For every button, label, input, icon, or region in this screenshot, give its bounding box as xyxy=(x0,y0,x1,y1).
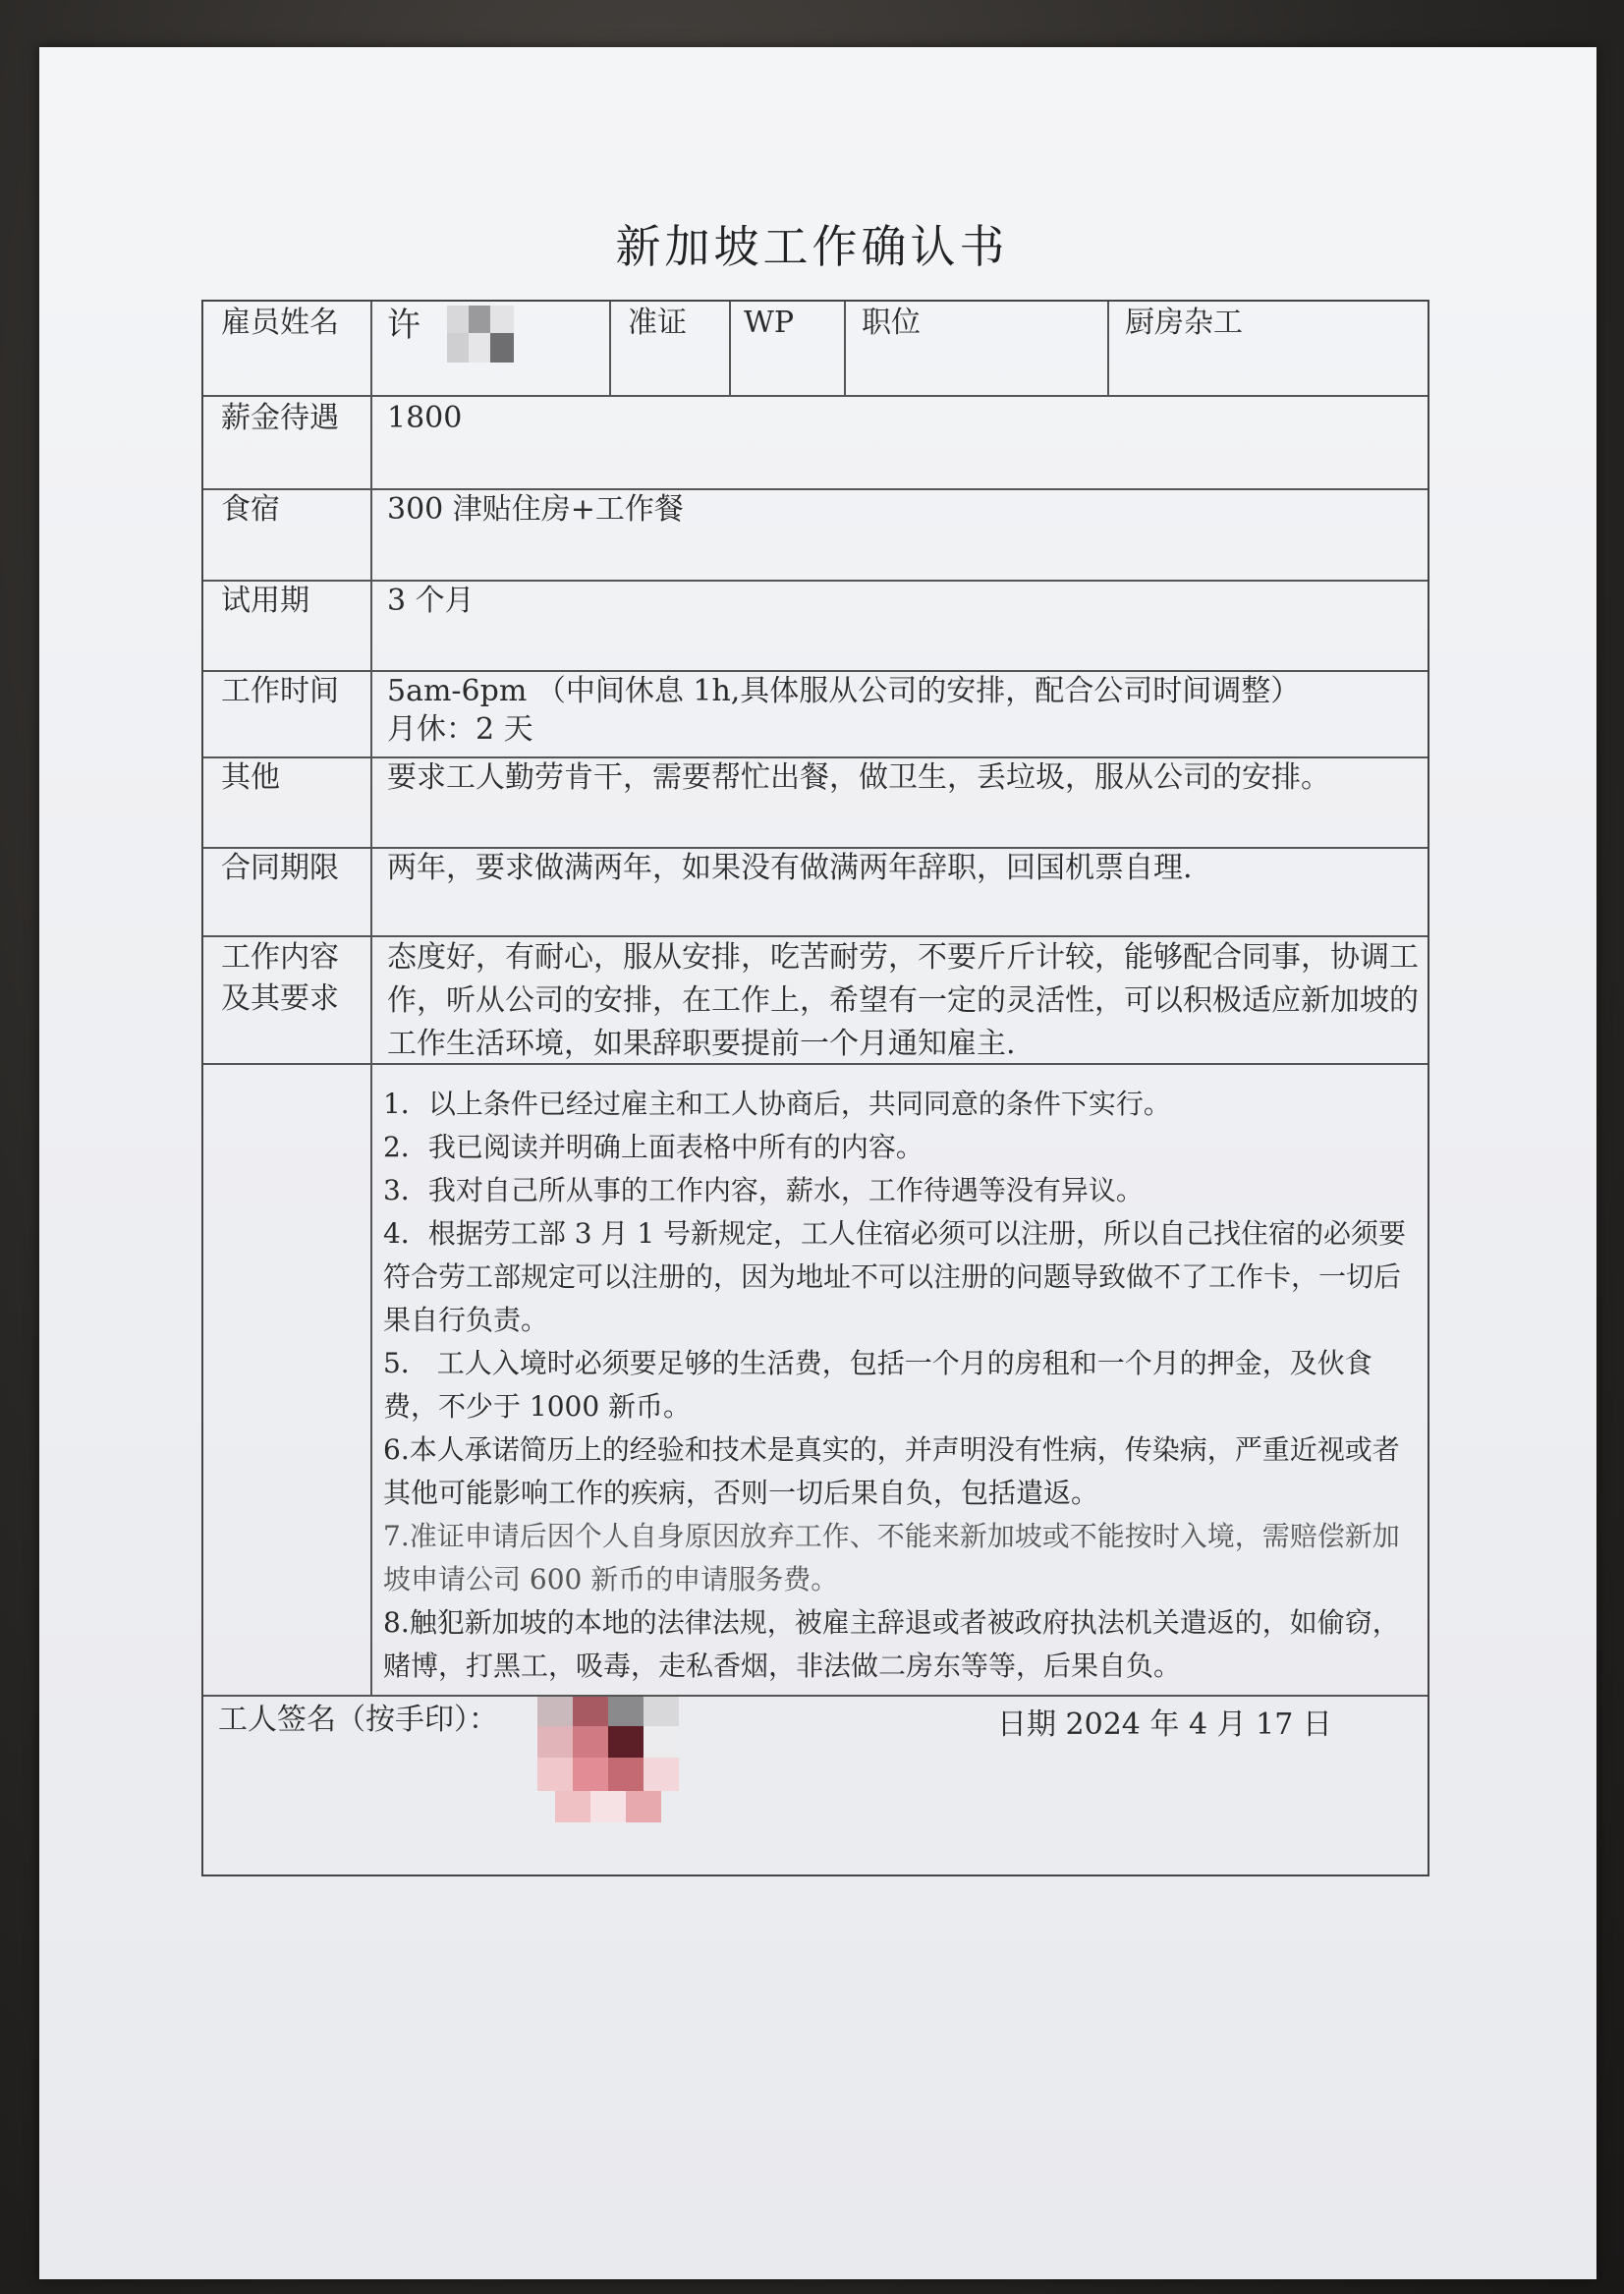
term-item: 2．我已阅读并明确上面表格中所有的内容。 xyxy=(383,1131,924,1163)
monthly-leave-value: 月休：2 天 xyxy=(387,712,533,747)
terms-list xyxy=(383,1083,1425,1688)
board-value: 300 津贴住房+工作餐 xyxy=(387,492,684,527)
hours-value: 5am-6pm （中间休息 1h,具体服从公司的安排，配合公司时间调整） xyxy=(387,674,1301,708)
salary-value: 1800 xyxy=(387,401,463,435)
position-label: 职位 xyxy=(862,306,921,340)
term-item: 7.准证申请后因个人自身原因放弃工作、不能来新加坡或不能按时入境，需赔偿新加坡申请公司 600 新币的申请服务费。 xyxy=(383,1520,1400,1595)
column-divider xyxy=(729,302,731,395)
column-divider xyxy=(370,302,372,1695)
other-value: 要求工人勤劳肯干，需要帮忙出餐，做卫生，丢垃圾，服从公司的安排。 xyxy=(387,760,1330,795)
duties-value: 态度好，有耐心，服从安排，吃苦耐劳，不要斤斤计较，能够配合同事，协调工作，听从公司的安排，在工作上，希望有一定的灵活性，可以积极适应新加坡的工作生活环境，如果辞职要提前一个月通知雇主. xyxy=(387,940,1419,1061)
position-value: 厨房杂工 xyxy=(1125,306,1243,340)
confirmation-form xyxy=(201,300,1429,1876)
column-divider xyxy=(844,302,846,395)
term-item: 1．以上条件已经过雇主和工人协商后，共同同意的条件下实行。 xyxy=(383,1088,1171,1120)
term-item: 6.本人承诺简历上的经验和技术是真实的，并声明没有性病，传染病，严重近视或者其他可能影响工作的疾病，否则一切后果自负，包括遣返。 xyxy=(383,1433,1400,1509)
duties-label-line2: 及其要求 xyxy=(221,981,339,1016)
signature-label: 工人签名（按手印）： xyxy=(218,1703,498,1737)
probation-label: 试用期 xyxy=(221,584,309,618)
column-divider xyxy=(609,302,611,395)
document-title: 新加坡工作确认书 xyxy=(615,220,1009,273)
name-label: 雇员姓名 xyxy=(221,306,339,340)
pass-label: 准证 xyxy=(628,306,687,340)
salary-label: 薪金待遇 xyxy=(221,401,339,435)
redacted-name-mosaic xyxy=(447,306,516,364)
pass-value: WP xyxy=(744,306,795,340)
row-divider xyxy=(203,1695,1428,1697)
probation-value: 3 个月 xyxy=(387,584,475,618)
contract-label: 合同期限 xyxy=(221,851,339,885)
hours-label: 工作时间 xyxy=(221,674,339,708)
fingerprint-mosaic xyxy=(537,1697,680,1824)
other-label: 其他 xyxy=(221,760,280,795)
contract-value: 两年，要求做满两年，如果没有做满两年辞职，回国机票自理. xyxy=(387,851,1193,885)
term-item: 8.触犯新加坡的本地的法律法规，被雇主辞退或者被政府执法机关遣返的，如偷窃，赌博，打黑工，吸毒，走私香烟，非法做二房东等等，后果自负。 xyxy=(383,1606,1400,1682)
term-item: 5． 工人入境时必须要足够的生活费，包括一个月的房租和一个月的押金，及伙食费，不少于 1000 新币。 xyxy=(383,1347,1372,1423)
column-divider xyxy=(1107,302,1109,395)
board-label: 食宿 xyxy=(221,492,280,527)
date-value: 日期 2024 年 4 月 17 日 xyxy=(997,1707,1332,1742)
term-item: 4．根据劳工部 3 月 1 号新规定，工人住宿必须可以注册，所以自己找住宿的必须要符合劳工部规定可以注册的，因为地址不可以注册的问题导致做不了工作卡，一切后果自行负责。 xyxy=(383,1217,1407,1336)
duties-label-line1: 工作内容 xyxy=(221,940,339,975)
name-value: 许 xyxy=(387,306,420,345)
term-item: 3．我对自己所从事的工作内容，薪水，工作待遇等没有异议。 xyxy=(383,1174,1144,1206)
